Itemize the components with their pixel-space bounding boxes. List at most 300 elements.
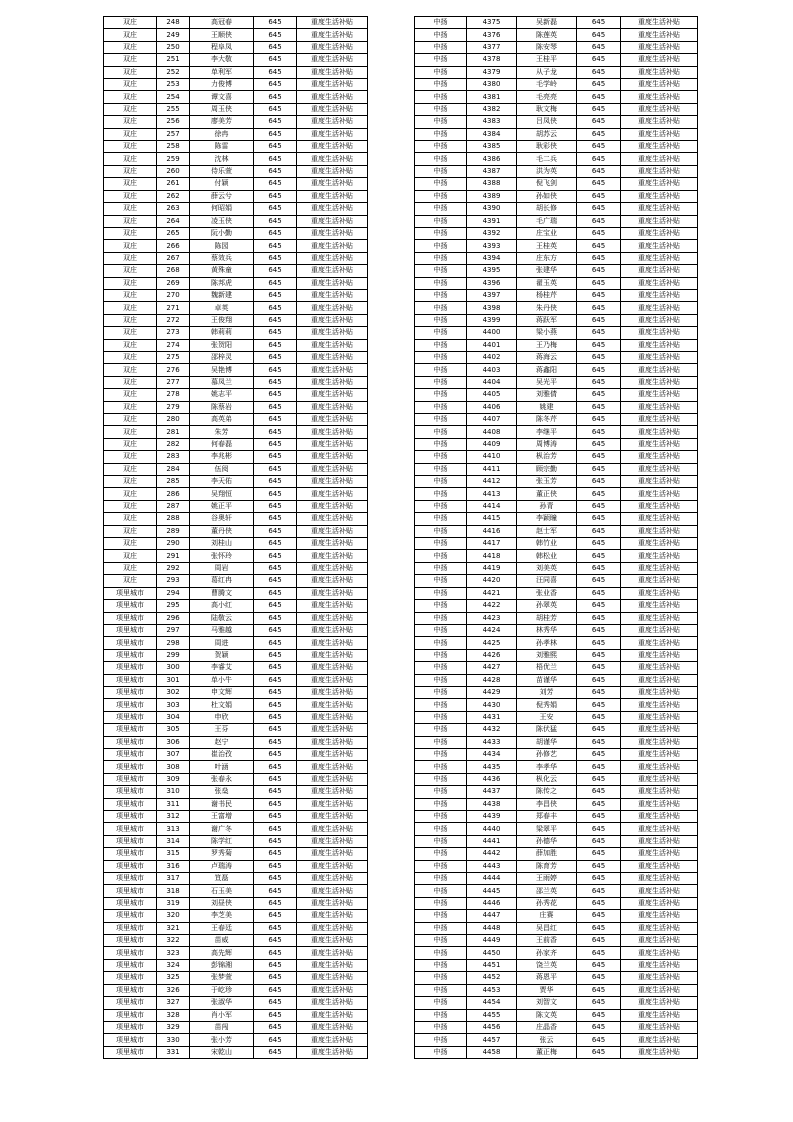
type-cell: 重度生活补贴 xyxy=(621,41,698,53)
name-cell: 耿彩侠 xyxy=(517,141,577,153)
type-cell: 重度生活补贴 xyxy=(621,66,698,78)
name-cell: 杜文娟 xyxy=(190,699,254,711)
amount-cell: 645 xyxy=(577,41,621,53)
town-cell: 项里城市 xyxy=(104,612,157,624)
town-cell: 中扬 xyxy=(415,203,467,215)
type-cell: 重度生活补贴 xyxy=(621,848,698,860)
name-cell: 孙秀花 xyxy=(517,897,577,909)
table-row xyxy=(415,835,698,847)
serial-cell: 314 xyxy=(157,835,190,847)
type-cell: 重度生活补贴 xyxy=(621,190,698,202)
type-cell: 重度生活补贴 xyxy=(297,265,368,277)
type-cell: 重度生活补贴 xyxy=(621,302,698,314)
type-cell: 重度生活补贴 xyxy=(297,314,368,326)
name-cell: 于屹珍 xyxy=(190,984,254,996)
type-cell: 重度生活补贴 xyxy=(297,922,368,934)
table-row xyxy=(104,873,368,885)
name-cell: 枞化云 xyxy=(517,773,577,785)
town-cell: 中扬 xyxy=(415,612,467,624)
amount-cell: 645 xyxy=(577,438,621,450)
name-cell: 赵宁 xyxy=(190,736,254,748)
type-cell: 重度生活补贴 xyxy=(621,600,698,612)
table-row xyxy=(104,302,368,314)
name-cell: 李颖瞳 xyxy=(517,513,577,525)
type-cell: 重度生活补贴 xyxy=(297,1009,368,1021)
amount-cell: 645 xyxy=(254,624,297,636)
town-cell: 中扬 xyxy=(415,761,467,773)
right-table-body xyxy=(415,17,698,1059)
serial-cell: 263 xyxy=(157,203,190,215)
type-cell: 重度生活补贴 xyxy=(621,513,698,525)
name-cell: 笪磊 xyxy=(190,873,254,885)
table-row xyxy=(104,1021,368,1033)
amount-cell: 645 xyxy=(577,277,621,289)
name-cell: 胡长修 xyxy=(517,203,577,215)
town-cell: 项里城市 xyxy=(104,848,157,860)
town-cell: 项里城市 xyxy=(104,910,157,922)
amount-cell: 645 xyxy=(254,376,297,388)
type-cell: 重度生活补贴 xyxy=(621,451,698,463)
type-cell: 重度生活补贴 xyxy=(621,227,698,239)
amount-cell: 645 xyxy=(577,686,621,698)
amount-cell: 645 xyxy=(254,463,297,475)
type-cell: 重度生活补贴 xyxy=(297,339,368,351)
name-cell: 崔治孜 xyxy=(190,748,254,760)
amount-cell: 645 xyxy=(577,178,621,190)
town-cell: 双庄 xyxy=(104,79,157,91)
name-cell: 梁翠平 xyxy=(517,823,577,835)
type-cell: 重度生活补贴 xyxy=(621,724,698,736)
serial-cell: 4452 xyxy=(467,972,517,984)
type-cell: 重度生活补贴 xyxy=(621,488,698,500)
town-cell: 中扬 xyxy=(415,141,467,153)
amount-cell: 645 xyxy=(254,17,297,29)
town-cell: 中扬 xyxy=(415,786,467,798)
table-row xyxy=(104,488,368,500)
type-cell: 重度生活补贴 xyxy=(297,66,368,78)
name-cell: 吴光平 xyxy=(517,376,577,388)
serial-cell: 252 xyxy=(157,66,190,78)
name-cell: 伍阅 xyxy=(190,463,254,475)
name-cell: 单小牛 xyxy=(190,674,254,686)
town-cell: 项里城市 xyxy=(104,798,157,810)
name-cell: 董丹侠 xyxy=(190,525,254,537)
amount-cell: 645 xyxy=(577,823,621,835)
serial-cell: 265 xyxy=(157,227,190,239)
town-cell: 双庄 xyxy=(104,575,157,587)
type-cell: 重度生活补贴 xyxy=(297,215,368,227)
amount-cell: 645 xyxy=(577,649,621,661)
name-cell: 胡苏云 xyxy=(517,128,577,140)
table-row xyxy=(104,364,368,376)
table-row xyxy=(104,798,368,810)
name-cell: 付颖 xyxy=(190,178,254,190)
type-cell: 重度生活补贴 xyxy=(297,79,368,91)
town-cell: 项里城市 xyxy=(104,761,157,773)
name-cell: 王乃梅 xyxy=(517,339,577,351)
town-cell: 中扬 xyxy=(415,724,467,736)
town-cell: 双庄 xyxy=(104,178,157,190)
amount-cell: 645 xyxy=(577,1021,621,1033)
name-cell: 李孝华 xyxy=(517,761,577,773)
amount-cell: 645 xyxy=(577,575,621,587)
town-cell: 双庄 xyxy=(104,128,157,140)
town-cell: 中扬 xyxy=(415,860,467,872)
name-cell: 梧优兰 xyxy=(517,662,577,674)
name-cell: 何春磊 xyxy=(190,438,254,450)
serial-cell: 4429 xyxy=(467,686,517,698)
type-cell: 重度生活补贴 xyxy=(297,550,368,562)
serial-cell: 4394 xyxy=(467,252,517,264)
name-cell: 卢瑞涛 xyxy=(190,860,254,872)
serial-cell: 4376 xyxy=(467,29,517,41)
amount-cell: 645 xyxy=(577,848,621,860)
serial-cell: 4423 xyxy=(467,612,517,624)
amount-cell: 645 xyxy=(254,1034,297,1046)
name-cell: 庄宝业 xyxy=(517,227,577,239)
town-cell: 双庄 xyxy=(104,426,157,438)
amount-cell: 645 xyxy=(577,314,621,326)
type-cell: 重度生活补贴 xyxy=(621,612,698,624)
table-row xyxy=(104,438,368,450)
serial-cell: 261 xyxy=(157,178,190,190)
town-cell: 双庄 xyxy=(104,227,157,239)
amount-cell: 645 xyxy=(254,79,297,91)
type-cell: 重度生活补贴 xyxy=(297,600,368,612)
amount-cell: 645 xyxy=(577,227,621,239)
amount-cell: 645 xyxy=(577,488,621,500)
serial-cell: 4402 xyxy=(467,351,517,363)
serial-cell: 303 xyxy=(157,699,190,711)
type-cell: 重度生活补贴 xyxy=(297,364,368,376)
amount-cell: 645 xyxy=(254,277,297,289)
name-cell: 刘智文 xyxy=(517,997,577,1009)
town-cell: 双庄 xyxy=(104,289,157,301)
name-cell: 谢书民 xyxy=(190,798,254,810)
name-cell: 石玉美 xyxy=(190,885,254,897)
serial-cell: 4444 xyxy=(467,873,517,885)
serial-cell: 258 xyxy=(157,141,190,153)
serial-cell: 293 xyxy=(157,575,190,587)
town-cell: 项里城市 xyxy=(104,947,157,959)
table-row xyxy=(104,773,368,785)
name-cell: 叶涵 xyxy=(190,761,254,773)
amount-cell: 645 xyxy=(577,54,621,66)
amount-cell: 645 xyxy=(577,103,621,115)
amount-cell: 645 xyxy=(577,674,621,686)
serial-cell: 4397 xyxy=(467,289,517,301)
amount-cell: 645 xyxy=(254,686,297,698)
table-row xyxy=(104,103,368,115)
amount-cell: 645 xyxy=(577,947,621,959)
type-cell: 重度生活补贴 xyxy=(297,748,368,760)
name-cell: 葛红冉 xyxy=(190,575,254,587)
town-cell: 双庄 xyxy=(104,54,157,66)
town-cell: 双庄 xyxy=(104,153,157,165)
serial-cell: 4443 xyxy=(467,860,517,872)
table-row xyxy=(415,165,698,177)
town-cell: 中扬 xyxy=(415,178,467,190)
name-cell: 高小红 xyxy=(190,600,254,612)
town-cell: 双庄 xyxy=(104,91,157,103)
type-cell: 重度生活补贴 xyxy=(621,203,698,215)
serial-cell: 4456 xyxy=(467,1021,517,1033)
amount-cell: 645 xyxy=(577,141,621,153)
table-row xyxy=(415,513,698,525)
name-cell: 赵士军 xyxy=(517,525,577,537)
town-cell: 双庄 xyxy=(104,265,157,277)
town-cell: 项里城市 xyxy=(104,773,157,785)
type-cell: 重度生活补贴 xyxy=(297,128,368,140)
serial-cell: 324 xyxy=(157,959,190,971)
table-row xyxy=(104,463,368,475)
serial-cell: 4400 xyxy=(467,327,517,339)
amount-cell: 645 xyxy=(254,438,297,450)
amount-cell: 645 xyxy=(577,637,621,649)
serial-cell: 4390 xyxy=(467,203,517,215)
type-cell: 重度生活补贴 xyxy=(621,748,698,760)
amount-cell: 645 xyxy=(577,128,621,140)
name-cell: 孙如侠 xyxy=(517,190,577,202)
name-cell: 肖小军 xyxy=(190,1009,254,1021)
table-row xyxy=(104,165,368,177)
town-cell: 中扬 xyxy=(415,103,467,115)
table-row xyxy=(415,885,698,897)
amount-cell: 645 xyxy=(254,500,297,512)
type-cell: 重度生活补贴 xyxy=(621,401,698,413)
serial-cell: 304 xyxy=(157,711,190,723)
serial-cell: 320 xyxy=(157,910,190,922)
name-cell: 从子龙 xyxy=(517,66,577,78)
town-cell: 双庄 xyxy=(104,215,157,227)
table-row xyxy=(104,17,368,29)
type-cell: 重度生活补贴 xyxy=(297,289,368,301)
town-cell: 中扬 xyxy=(415,637,467,649)
amount-cell: 645 xyxy=(577,910,621,922)
serial-cell: 262 xyxy=(157,190,190,202)
table-row xyxy=(104,128,368,140)
town-cell: 中扬 xyxy=(415,848,467,860)
table-row xyxy=(104,265,368,277)
table-row xyxy=(104,314,368,326)
type-cell: 重度生活补贴 xyxy=(297,165,368,177)
town-cell: 中扬 xyxy=(415,426,467,438)
type-cell: 重度生活补贴 xyxy=(297,414,368,426)
table-row xyxy=(415,823,698,835)
type-cell: 重度生活补贴 xyxy=(297,823,368,835)
town-cell: 中扬 xyxy=(415,190,467,202)
serial-cell: 4413 xyxy=(467,488,517,500)
table-row xyxy=(415,79,698,91)
town-cell: 项里城市 xyxy=(104,624,157,636)
name-cell: 孙青 xyxy=(517,500,577,512)
serial-cell: 284 xyxy=(157,463,190,475)
town-cell: 中扬 xyxy=(415,686,467,698)
table-row xyxy=(415,339,698,351)
name-cell: 邵梓灵 xyxy=(190,351,254,363)
table-row xyxy=(104,612,368,624)
name-cell: 陆敬云 xyxy=(190,612,254,624)
serial-cell: 298 xyxy=(157,637,190,649)
name-cell: 王桂英 xyxy=(517,240,577,252)
name-cell: 王桂平 xyxy=(517,54,577,66)
type-cell: 重度生活补贴 xyxy=(621,1034,698,1046)
amount-cell: 645 xyxy=(577,190,621,202)
table-row xyxy=(415,575,698,587)
type-cell: 重度生活补贴 xyxy=(621,1009,698,1021)
type-cell: 重度生活补贴 xyxy=(621,835,698,847)
type-cell: 重度生活补贴 xyxy=(297,649,368,661)
name-cell: 力俊博 xyxy=(190,79,254,91)
amount-cell: 645 xyxy=(577,997,621,1009)
serial-cell: 259 xyxy=(157,153,190,165)
type-cell: 重度生活补贴 xyxy=(297,240,368,252)
left-subsidy-table xyxy=(103,16,368,1059)
type-cell: 重度生活补贴 xyxy=(621,17,698,29)
type-cell: 重度生活补贴 xyxy=(621,649,698,661)
type-cell: 重度生活补贴 xyxy=(621,1021,698,1033)
type-cell: 重度生活补贴 xyxy=(621,314,698,326)
serial-cell: 4446 xyxy=(467,897,517,909)
type-cell: 重度生活补贴 xyxy=(621,910,698,922)
amount-cell: 645 xyxy=(577,302,621,314)
town-cell: 中扬 xyxy=(415,41,467,53)
town-cell: 项里城市 xyxy=(104,1046,157,1058)
name-cell: 胡谨华 xyxy=(517,736,577,748)
town-cell: 中扬 xyxy=(415,997,467,1009)
name-cell: 李继平 xyxy=(517,426,577,438)
type-cell: 重度生活补贴 xyxy=(297,252,368,264)
name-cell: 王安 xyxy=(517,711,577,723)
amount-cell: 645 xyxy=(577,203,621,215)
table-row xyxy=(104,389,368,401)
amount-cell: 645 xyxy=(577,1046,621,1058)
amount-cell: 645 xyxy=(577,873,621,885)
town-cell: 中扬 xyxy=(415,488,467,500)
town-cell: 中扬 xyxy=(415,414,467,426)
table-row xyxy=(415,699,698,711)
type-cell: 重度生活补贴 xyxy=(297,351,368,363)
town-cell: 中扬 xyxy=(415,513,467,525)
name-cell: 杨桂芹 xyxy=(517,289,577,301)
name-cell: 贺颖 xyxy=(190,649,254,661)
name-cell: 蒋恩平 xyxy=(517,972,577,984)
type-cell: 重度生活补贴 xyxy=(621,562,698,574)
type-cell: 重度生活补贴 xyxy=(621,575,698,587)
table-row xyxy=(104,835,368,847)
amount-cell: 645 xyxy=(577,500,621,512)
amount-cell: 645 xyxy=(577,798,621,810)
table-row xyxy=(104,41,368,53)
name-cell: 蒋海云 xyxy=(517,351,577,363)
type-cell: 重度生活补贴 xyxy=(297,624,368,636)
table-row xyxy=(104,339,368,351)
amount-cell: 645 xyxy=(577,662,621,674)
town-cell: 双庄 xyxy=(104,29,157,41)
amount-cell: 645 xyxy=(577,538,621,550)
amount-cell: 645 xyxy=(254,997,297,1009)
type-cell: 重度生活补贴 xyxy=(621,252,698,264)
town-cell: 中扬 xyxy=(415,587,467,599)
serial-cell: 289 xyxy=(157,525,190,537)
serial-cell: 4432 xyxy=(467,724,517,736)
name-cell: 王春廷 xyxy=(190,922,254,934)
serial-cell: 268 xyxy=(157,265,190,277)
table-row xyxy=(104,426,368,438)
town-cell: 项里城市 xyxy=(104,835,157,847)
amount-cell: 645 xyxy=(254,414,297,426)
town-cell: 中扬 xyxy=(415,711,467,723)
serial-cell: 248 xyxy=(157,17,190,29)
table-row xyxy=(104,513,368,525)
serial-cell: 329 xyxy=(157,1021,190,1033)
table-row xyxy=(415,848,698,860)
serial-cell: 328 xyxy=(157,1009,190,1021)
serial-cell: 327 xyxy=(157,997,190,1009)
type-cell: 重度生活补贴 xyxy=(621,500,698,512)
table-row xyxy=(415,178,698,190)
serial-cell: 316 xyxy=(157,860,190,872)
amount-cell: 645 xyxy=(577,612,621,624)
type-cell: 重度生活补贴 xyxy=(621,860,698,872)
name-cell: 高先辉 xyxy=(190,947,254,959)
amount-cell: 645 xyxy=(577,91,621,103)
type-cell: 重度生活补贴 xyxy=(297,463,368,475)
name-cell: 吴新磊 xyxy=(517,17,577,29)
table-row xyxy=(415,922,698,934)
town-cell: 中扬 xyxy=(415,1009,467,1021)
serial-cell: 277 xyxy=(157,376,190,388)
table-row xyxy=(104,252,368,264)
amount-cell: 645 xyxy=(577,376,621,388)
type-cell: 重度生活补贴 xyxy=(621,389,698,401)
name-cell: 谭文喜 xyxy=(190,91,254,103)
table-row xyxy=(415,203,698,215)
table-row xyxy=(104,761,368,773)
type-cell: 重度生活补贴 xyxy=(297,612,368,624)
table-row xyxy=(104,662,368,674)
name-cell: 马雅越 xyxy=(190,624,254,636)
serial-cell: 4434 xyxy=(467,748,517,760)
town-cell: 双庄 xyxy=(104,463,157,475)
name-cell: 陈蔡岩 xyxy=(190,401,254,413)
name-cell: 周玉侠 xyxy=(190,103,254,115)
table-row xyxy=(104,587,368,599)
name-cell: 魏新建 xyxy=(190,289,254,301)
amount-cell: 645 xyxy=(254,389,297,401)
amount-cell: 645 xyxy=(577,724,621,736)
table-row xyxy=(415,649,698,661)
amount-cell: 645 xyxy=(577,265,621,277)
town-cell: 中扬 xyxy=(415,54,467,66)
amount-cell: 645 xyxy=(577,215,621,227)
table-row xyxy=(415,476,698,488)
type-cell: 重度生活补贴 xyxy=(297,674,368,686)
serial-cell: 4403 xyxy=(467,364,517,376)
type-cell: 重度生活补贴 xyxy=(297,798,368,810)
table-row xyxy=(415,376,698,388)
serial-cell: 250 xyxy=(157,41,190,53)
name-cell: 陈伏猛 xyxy=(517,724,577,736)
name-cell: 宋乾山 xyxy=(190,1046,254,1058)
table-row xyxy=(104,1046,368,1058)
serial-cell: 4433 xyxy=(467,736,517,748)
town-cell: 双庄 xyxy=(104,376,157,388)
amount-cell: 645 xyxy=(254,314,297,326)
table-row xyxy=(415,748,698,760)
town-cell: 项里城市 xyxy=(104,922,157,934)
town-cell: 中扬 xyxy=(415,376,467,388)
